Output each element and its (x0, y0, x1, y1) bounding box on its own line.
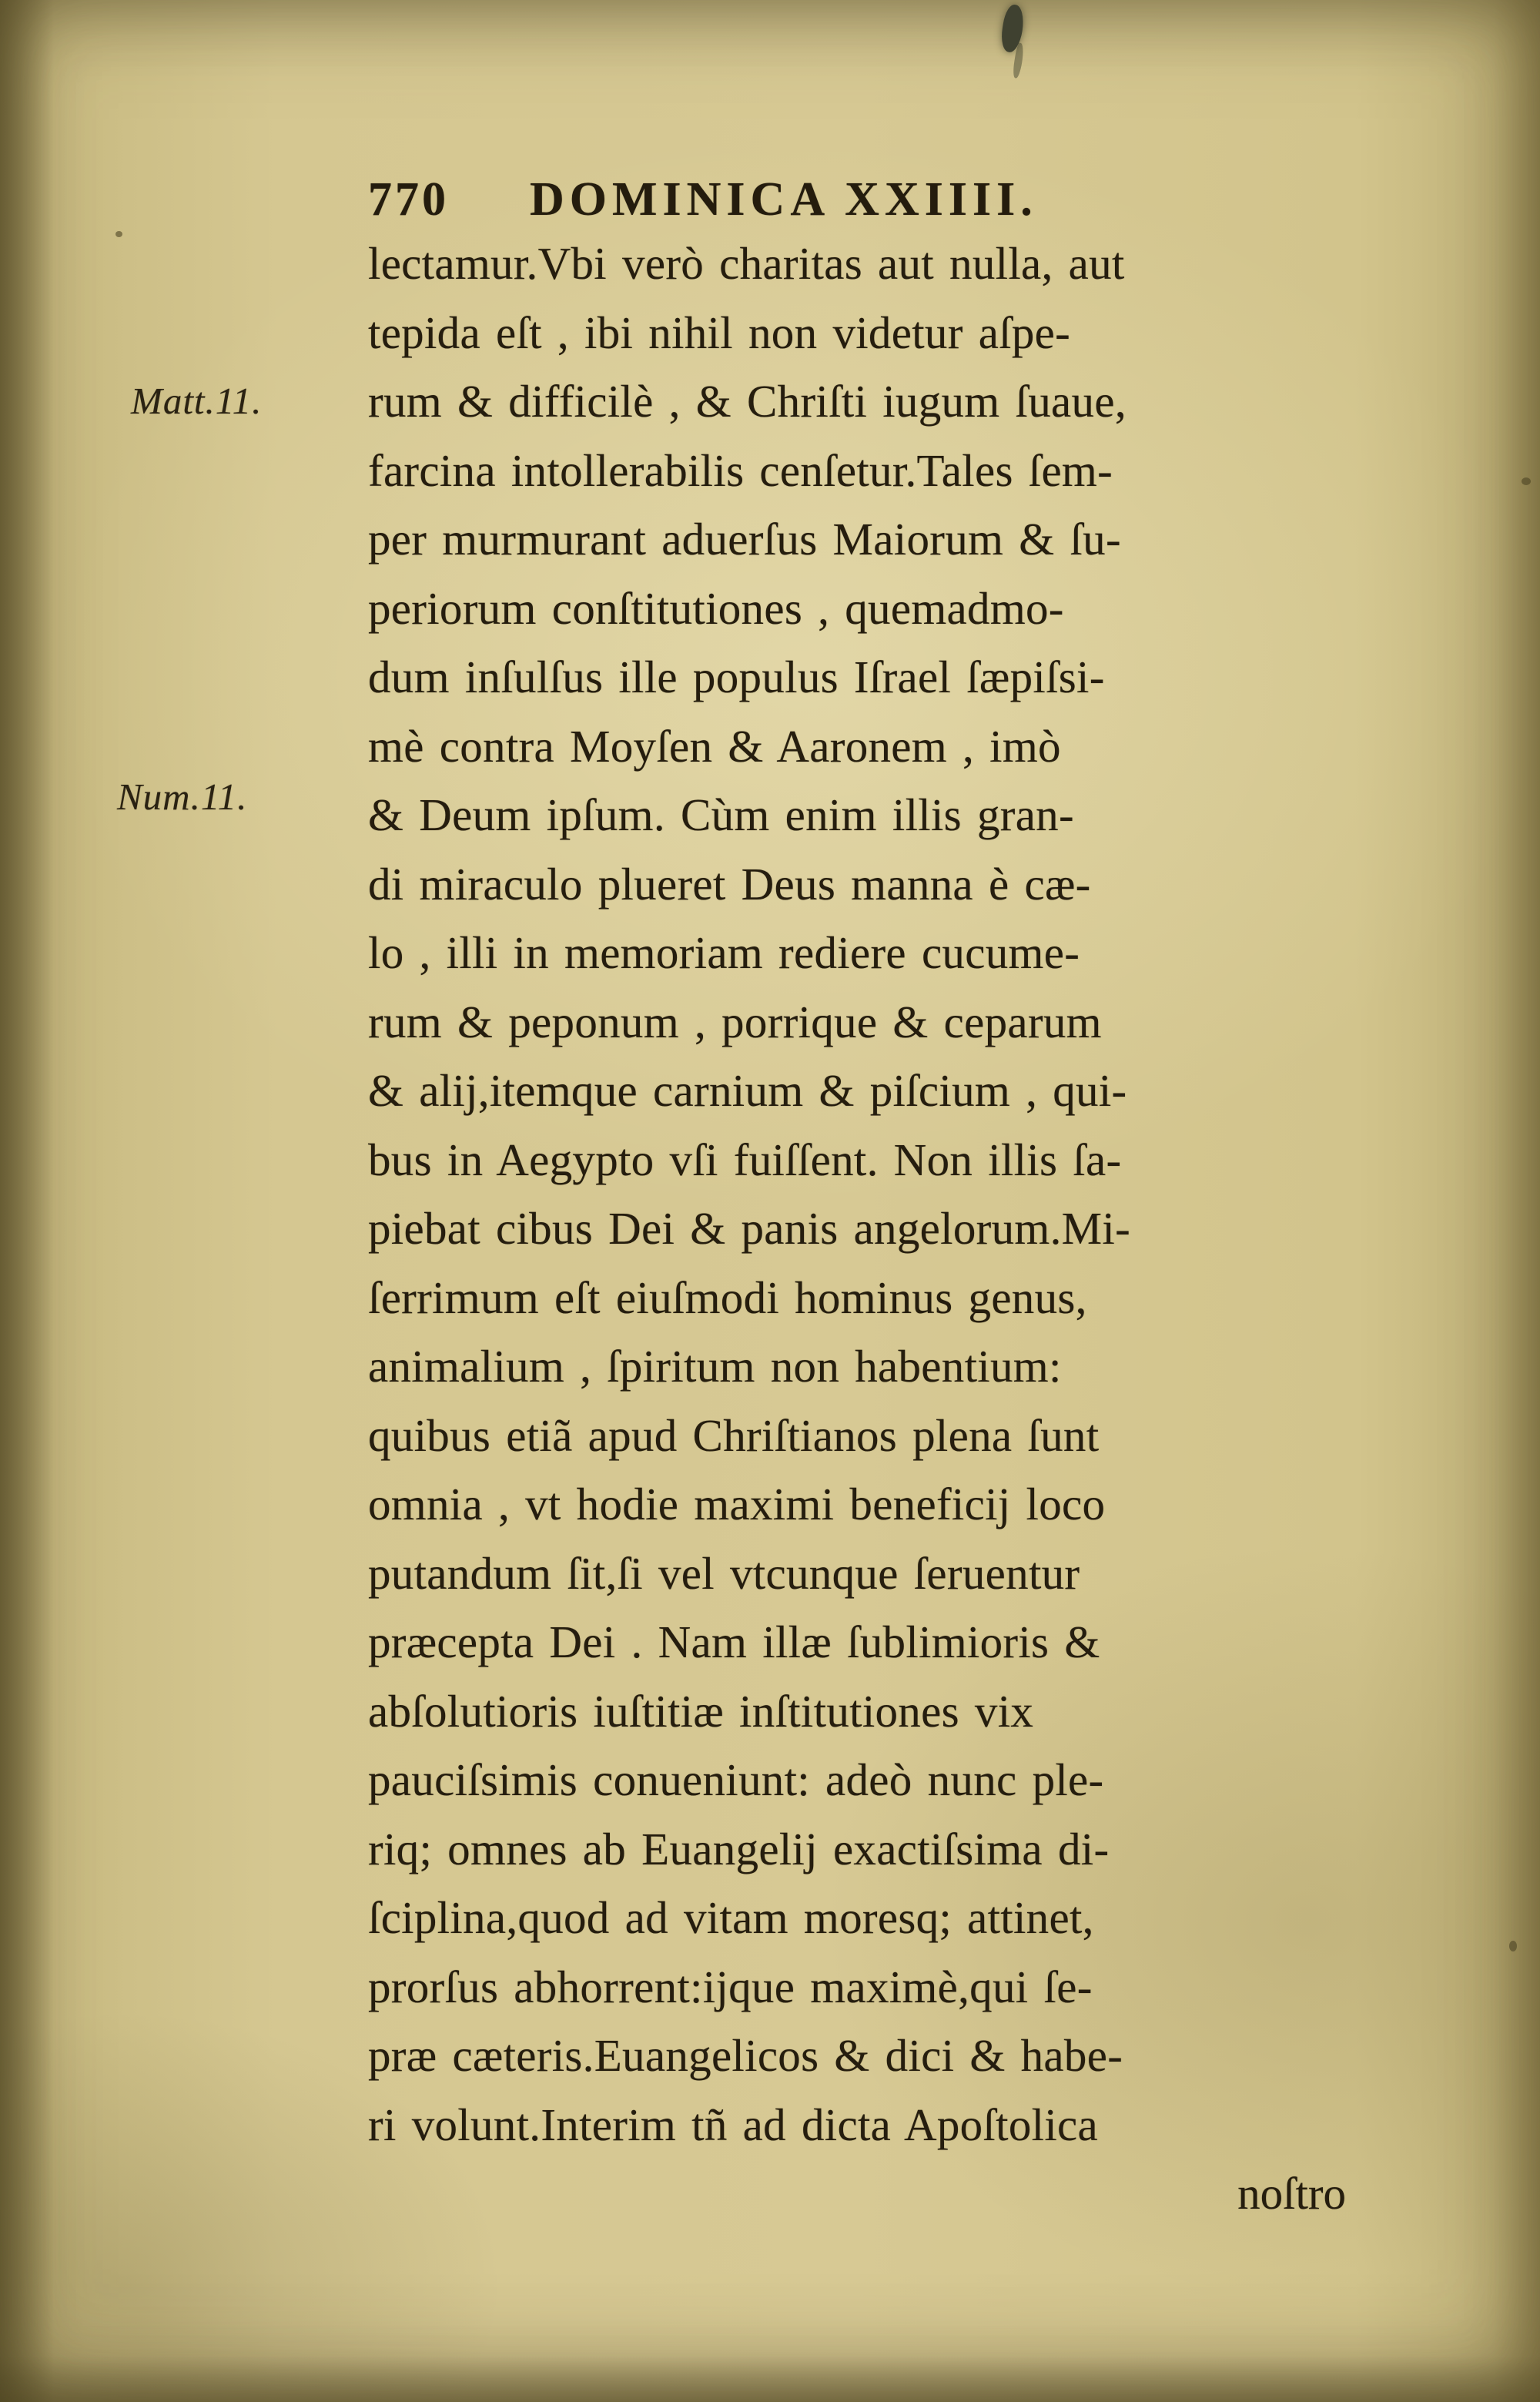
header-title: DOMINICA XXIIII. (530, 173, 1038, 226)
text-line: dum inſulſus ille populus Iſrael ſæpiſsi- (368, 652, 1105, 702)
text-line: præcepta Dei . Nam illæ ſublimioris & (368, 1616, 1100, 1667)
margin-note-matthew: Matt.11. (131, 380, 263, 422)
text-line: periorum conſtitutiones , quemadmo- (368, 582, 1064, 634)
margin-note-numbers: Num.11. (117, 776, 248, 818)
text-line: rum & peponum , porrique & ceparum (368, 996, 1102, 1047)
text-line: tepida eſt , ibi nihil non videtur aſpe- (368, 307, 1071, 358)
text-line: abſolutioris iuſtitiæ inſtitutiones vix (368, 1685, 1034, 1737)
text-line: piebat cibus Dei & panis angelorum.Mi- (368, 1203, 1131, 1254)
text-line: lo , illi in memoriam rediere cucume- (368, 927, 1080, 978)
text-line: ſerrimum eſt eiuſmodi hominus genus, (368, 1271, 1087, 1323)
text-line: omnia , vt hodie maximi beneficij loco (368, 1479, 1106, 1529)
text-line: per murmurant aduerſus Maiorum & ſu- (368, 514, 1121, 564)
text-line: di miraculo plueret Deus manna è cæ- (368, 858, 1091, 910)
text-line: mè contra Moyſen & Aaronem , imò (368, 720, 1061, 772)
page-edge-shadow-bottom (0, 2356, 1540, 2402)
paper-speck (116, 231, 122, 237)
text-line: rum & difficilè , & Chriſti iugum ſuaue, (368, 376, 1127, 427)
text-line: præ cæteris.Euangelicos & dici & habe- (368, 2030, 1123, 2081)
body-text-block (368, 229, 1419, 2229)
text-line: ſciplina,quod ad vitam moresq; attinet, (368, 1892, 1094, 1943)
text-line: animalium , ſpiritum non habentium: (368, 1341, 1062, 1392)
text-line: riq; omnes ab Euangelij exactiſsima di- (368, 1823, 1110, 1874)
text-line: pauciſsimis conueniunt: adeò nunc ple- (368, 1754, 1104, 1805)
catchword: noſtro (1237, 2168, 1346, 2219)
paper-speck (1522, 477, 1531, 485)
text-line: putandum ſit,ſi vel vtcunque ſeruentur (368, 1547, 1080, 1599)
text-line: quibus etiã apud Chriſtianos plena ſunt (368, 1409, 1100, 1461)
text-line: bus in Aegypto vſi fuiſſent. Non illis ſa- (368, 1134, 1122, 1185)
text-line: prorſus abhorrent:ijque maximè,qui ſe- (368, 1961, 1093, 2012)
text-line: & alij,itemque carnium & piſcium , qui- (368, 1065, 1127, 1116)
page-number: 770 (368, 173, 449, 226)
text-line: & Deum ipſum. Cùm enim illis gran- (368, 789, 1074, 840)
text-line: farcina intollerabilis cenſetur.Tales ſem- (368, 444, 1113, 496)
text-line: ri volunt.Interim tñ ad dicta Apoſtolica (368, 2099, 1099, 2150)
page-edge-shadow-left (0, 0, 54, 2402)
ink-stain (999, 3, 1026, 53)
paper-speck (1509, 1941, 1517, 1951)
running-header (368, 173, 1408, 227)
text-line: lectamur.Vbi verò charitas aut nulla, aut (368, 238, 1125, 289)
